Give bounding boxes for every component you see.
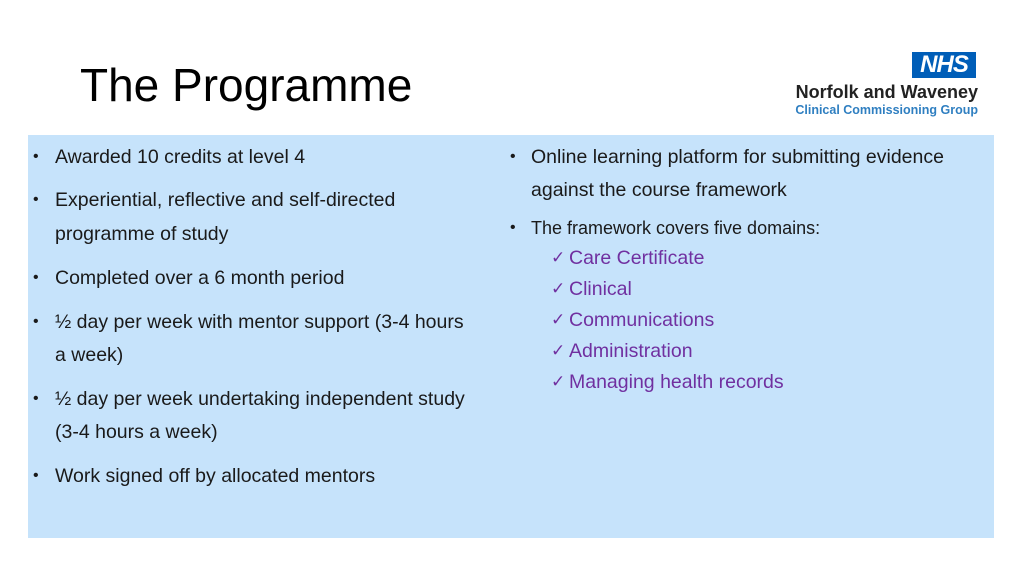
check-icon: ✓ xyxy=(551,310,566,329)
bullet: • xyxy=(33,313,39,330)
right-item-cont: against the course framework xyxy=(531,179,787,201)
domain-item: Clinical xyxy=(569,278,632,300)
bullet: • xyxy=(33,467,39,484)
logo-org-subtitle: Clinical Commissioning Group xyxy=(795,103,978,117)
check-icon: ✓ xyxy=(551,372,566,391)
left-item-cont: programme of study xyxy=(55,223,229,245)
check-icon: ✓ xyxy=(551,279,566,298)
bullet: • xyxy=(33,148,39,165)
right-item: Online learning platform for submitting evidence xyxy=(531,146,944,168)
domain-item: Care Certificate xyxy=(569,247,705,269)
bullet: • xyxy=(33,390,39,407)
bullet: • xyxy=(510,148,516,165)
left-item: Work signed off by allocated mentors xyxy=(55,465,376,487)
slide-title: The Programme xyxy=(80,59,413,111)
domain-item: Communications xyxy=(569,309,715,331)
bullet: • xyxy=(33,269,39,286)
logo-org-name: Norfolk and Waveney xyxy=(795,82,978,102)
bullet: • xyxy=(510,219,516,236)
left-item-cont: (3-4 hours a week) xyxy=(55,421,218,443)
left-item: Completed over a 6 month period xyxy=(55,267,345,289)
left-item: ½ day per week undertaking independent study xyxy=(55,388,465,410)
left-item: Awarded 10 credits at level 4 xyxy=(55,146,306,168)
left-item-cont: a week) xyxy=(55,344,124,366)
domain-item: Managing health records xyxy=(569,371,784,393)
right-item: The framework covers five domains: xyxy=(531,218,821,238)
domain-item: Administration xyxy=(569,340,693,362)
left-item: Experiential, reflective and self-directed xyxy=(55,189,396,211)
nhs-logo-mark: NHS xyxy=(912,52,976,78)
check-icon: ✓ xyxy=(551,341,566,360)
check-icon: ✓ xyxy=(551,248,566,267)
left-item: ½ day per week with mentor support (3-4 hours xyxy=(55,311,464,333)
bullet: • xyxy=(33,191,39,208)
